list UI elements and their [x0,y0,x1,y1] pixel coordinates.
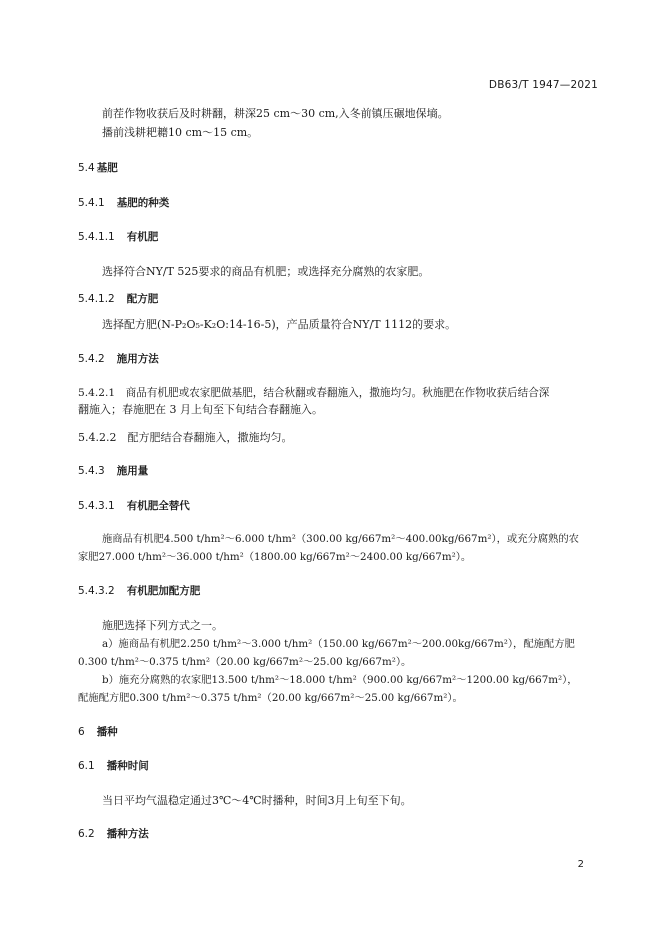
paragraph-line: 当日平均气温稳定通过3℃～4℃时播种，时间3月上旬至下旬。 [102,794,412,807]
section-title: 基肥的种类 [116,197,170,209]
paragraph-line: 播前浅耕耙耱10 cm～15 cm。 [102,126,259,139]
paragraph-line: 前茬作物收获后及时耕翻，耕深25 cm～30 cm,入冬前镇压碾地保墒。 [102,107,449,120]
paragraph-line: 5.4.2.2 配方肥结合春翻施入，撒施均匀。 [78,431,293,444]
section-title: 有机肥 [126,231,159,243]
section-title: 播种方法 [106,828,149,840]
section-heading-5-4-1-1 [78,230,158,244]
section-number: 5.4 [78,162,95,174]
section-heading-6 [78,725,118,739]
paragraph-line: 5.4.2.1 商品有机肥或农家肥做基肥，结合秋翻或春翻施入，撒施均匀。秋施肥在作物收获后结合深 [78,387,550,399]
section-heading-5-4 [78,161,118,175]
section-heading-5-4-3-1 [78,499,190,513]
paragraph-line: 施肥选择下列方式之一。 [102,619,223,632]
section-number: 6 [78,726,85,738]
section-heading-6-2 [78,827,149,841]
section-number: 5.4.3.1 [78,500,115,512]
section-title: 有机肥全替代 [126,500,190,512]
paragraph-line: 施商品有机肥4.500 t/hm²～6.000 t/hm²（300.00 kg/667m²～400.00kg/667m²），或充分腐熟的农 [102,533,579,545]
section-title: 施用方法 [116,353,159,365]
section-number: 5.4.1.1 [78,231,115,243]
paragraph-line: 选择配方肥(N-P₂O₅-K₂O:14-16-5)，产品质量符合NY/T 1112的要求。 [102,318,457,331]
section-heading-6-1 [78,759,149,773]
section-title: 播种时间 [106,760,149,772]
section-title: 播种 [96,726,118,738]
paragraph-line: 选择符合NY/T 525要求的商品有机肥；或选择充分腐熟的农家肥。 [102,265,430,278]
section-title: 配方肥 [126,293,159,305]
section-number: 5.4.3.2 [78,585,115,597]
section-heading-5-4-2 [78,352,159,366]
section-title: 基肥 [96,162,118,174]
section-title: 施用量 [116,465,149,477]
section-heading-5-4-3-2 [78,584,200,598]
list-item-b-cont: 配施配方肥0.300 t/hm²～0.375 t/hm²（20.00 kg/667m²～25.00 kg/667m²）。 [78,692,463,704]
section-number: 5.4.3 [78,465,105,477]
section-number: 6.1 [78,760,95,772]
list-item-a-cont: 0.300 t/hm²～0.375 t/hm²（20.00 kg/667m²～25.00 kg/667m²）。 [78,656,412,668]
list-item-b: b）施充分腐熟的农家肥13.500 t/hm²～18.000 t/hm²（900.00 kg/667m²～1200.00 kg/667m²）， [102,674,578,686]
list-item-a: a）施商品有机肥2.250 t/hm²～3.000 t/hm²（150.00 kg/667m²～200.00kg/667m²），配施配方肥 [102,638,575,650]
paragraph-line: 家肥27.000 t/hm²～36.000 t/hm²（1800.00 kg/667m²～2400.00 kg/667m²）。 [78,551,472,563]
section-number: 5.4.1.2 [78,293,115,305]
section-number: 5.4.1 [78,197,105,209]
section-heading-5-4-3 [78,464,148,478]
document-code: DB63/T 1947—2021 [488,79,598,91]
section-heading-5-4-1-2 [78,292,158,306]
section-number: 5.4.2 [78,353,105,365]
section-number: 6.2 [78,828,95,840]
page-number: 2 [577,859,584,870]
paragraph-line: 翻施入；春施肥在 3 月上旬至下旬结合春翻施入。 [78,403,323,416]
section-title: 有机肥加配方肥 [126,585,201,597]
section-heading-5-4-1 [78,196,169,210]
